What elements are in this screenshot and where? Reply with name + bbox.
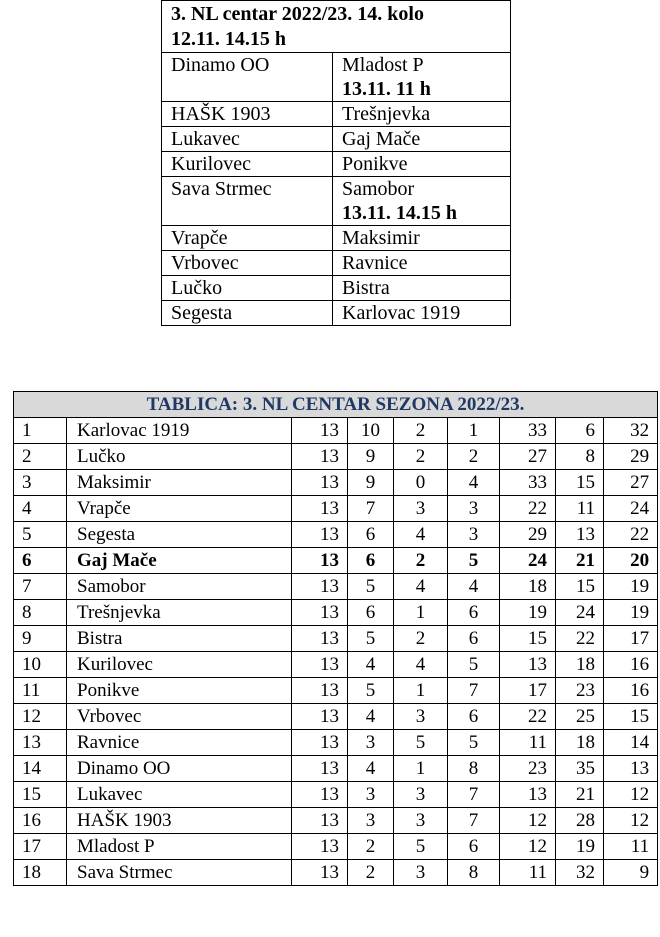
standings-cell-team: Gaj Mače xyxy=(67,548,292,574)
standings-cell-played: 13 xyxy=(292,860,348,886)
standings-cell-goals-for: 29 xyxy=(500,522,556,548)
standings-row xyxy=(14,418,658,444)
standings-row xyxy=(14,678,658,704)
standings-cell-points: 24 xyxy=(604,496,658,522)
fixtures-table xyxy=(161,0,511,326)
standings-cell-goals-against: 32 xyxy=(556,860,604,886)
standings-cell-losses: 7 xyxy=(448,808,500,834)
standings-row xyxy=(14,756,658,782)
standings-cell-goals-for: 12 xyxy=(500,808,556,834)
fixture-row xyxy=(162,177,511,226)
standings-cell-points: 20 xyxy=(604,548,658,574)
standings-cell-draws: 3 xyxy=(394,782,448,808)
standings-cell-wins: 4 xyxy=(348,652,394,678)
standings-cell-goals-against: 21 xyxy=(556,782,604,808)
standings-cell-wins: 3 xyxy=(348,730,394,756)
fixtures-header-row xyxy=(162,1,511,53)
fixture-row xyxy=(162,251,511,276)
standings-cell-played: 13 xyxy=(292,756,348,782)
standings-cell-draws: 0 xyxy=(394,470,448,496)
fixture-away-team: Trešnjevka xyxy=(342,103,431,125)
standings-cell-points: 15 xyxy=(604,704,658,730)
standings-row xyxy=(14,548,658,574)
standings-cell-team: Bistra xyxy=(67,626,292,652)
standings-cell-goals-against: 23 xyxy=(556,678,604,704)
standings-cell-position: 11 xyxy=(14,678,67,704)
standings-cell-wins: 7 xyxy=(348,496,394,522)
fixture-away-team: Samobor xyxy=(342,178,415,200)
standings-cell-draws: 3 xyxy=(394,808,448,834)
standings-cell-team: Mladost P xyxy=(67,834,292,860)
fixture-schedule-note: 13.11. 11 h xyxy=(342,78,431,100)
fixture-away-team: Ponikve xyxy=(342,153,408,175)
standings-cell-wins: 2 xyxy=(348,834,394,860)
standings-cell-goals-against: 18 xyxy=(556,730,604,756)
standings-cell-goals-against: 15 xyxy=(556,470,604,496)
fixture-row xyxy=(162,226,511,251)
standings-cell-played: 13 xyxy=(292,522,348,548)
standings-cell-position: 3 xyxy=(14,470,67,496)
fixture-home-team: Vrbovec xyxy=(162,251,333,276)
standings-cell-goals-for: 13 xyxy=(500,652,556,678)
standings-cell-played: 13 xyxy=(292,574,348,600)
standings-cell-position: 6 xyxy=(14,548,67,574)
standings-cell-played: 13 xyxy=(292,444,348,470)
standings-cell-position: 5 xyxy=(14,522,67,548)
standings-cell-goals-for: 13 xyxy=(500,782,556,808)
standings-row xyxy=(14,834,658,860)
standings-cell-goals-for: 22 xyxy=(500,496,556,522)
fixture-away-cell xyxy=(333,301,511,326)
standings-cell-points: 12 xyxy=(604,808,658,834)
standings-cell-points: 27 xyxy=(604,470,658,496)
standings-cell-played: 13 xyxy=(292,600,348,626)
fixture-away-cell xyxy=(333,127,511,152)
standings-cell-played: 13 xyxy=(292,496,348,522)
standings-cell-team: Lučko xyxy=(67,444,292,470)
standings-cell-draws: 1 xyxy=(394,678,448,704)
standings-cell-losses: 6 xyxy=(448,704,500,730)
standings-row xyxy=(14,808,658,834)
standings-cell-draws: 1 xyxy=(394,600,448,626)
fixture-row xyxy=(162,276,511,301)
fixture-away-team: Mladost P xyxy=(342,54,424,76)
standings-cell-goals-against: 21 xyxy=(556,548,604,574)
standings-cell-goals-against: 19 xyxy=(556,834,604,860)
standings-cell-team: Trešnjevka xyxy=(67,600,292,626)
standings-cell-played: 13 xyxy=(292,808,348,834)
standings-cell-losses: 7 xyxy=(448,782,500,808)
standings-cell-draws: 1 xyxy=(394,756,448,782)
standings-cell-points: 11 xyxy=(604,834,658,860)
standings-cell-wins: 3 xyxy=(348,782,394,808)
standings-cell-wins: 2 xyxy=(348,860,394,886)
standings-cell-played: 13 xyxy=(292,652,348,678)
standings-cell-wins: 3 xyxy=(348,808,394,834)
standings-cell-position: 18 xyxy=(14,860,67,886)
standings-cell-position: 7 xyxy=(14,574,67,600)
standings-cell-position: 1 xyxy=(14,418,67,444)
standings-cell-played: 13 xyxy=(292,418,348,444)
standings-cell-goals-for: 18 xyxy=(500,574,556,600)
standings-cell-points: 16 xyxy=(604,652,658,678)
standings-cell-position: 12 xyxy=(14,704,67,730)
standings-cell-points: 22 xyxy=(604,522,658,548)
standings-cell-team: Lukavec xyxy=(67,782,292,808)
standings-cell-goals-for: 17 xyxy=(500,678,556,704)
standings-cell-points: 9 xyxy=(604,860,658,886)
standings-cell-draws: 2 xyxy=(394,548,448,574)
fixture-home-team: Dinamo OO xyxy=(162,53,333,102)
standings-cell-draws: 4 xyxy=(394,652,448,678)
standings-cell-points: 16 xyxy=(604,678,658,704)
standings-cell-losses: 4 xyxy=(448,574,500,600)
standings-cell-goals-for: 33 xyxy=(500,418,556,444)
standings-cell-wins: 9 xyxy=(348,470,394,496)
standings-cell-wins: 6 xyxy=(348,600,394,626)
standings-cell-position: 15 xyxy=(14,782,67,808)
standings-cell-wins: 4 xyxy=(348,756,394,782)
standings-row xyxy=(14,652,658,678)
fixture-away-team: Gaj Mače xyxy=(342,128,421,150)
standings-row xyxy=(14,574,658,600)
standings-cell-team: Ponikve xyxy=(67,678,292,704)
standings-cell-played: 13 xyxy=(292,834,348,860)
standings-cell-goals-for: 11 xyxy=(500,730,556,756)
fixture-away-team: Bistra xyxy=(342,277,390,299)
standings-row xyxy=(14,600,658,626)
standings-cell-losses: 3 xyxy=(448,496,500,522)
standings-cell-team: Dinamo OO xyxy=(67,756,292,782)
fixture-schedule-note: 13.11. 14.15 h xyxy=(342,202,458,224)
standings-cell-wins: 5 xyxy=(348,574,394,600)
standings-cell-position: 10 xyxy=(14,652,67,678)
standings-cell-goals-against: 18 xyxy=(556,652,604,678)
standings-cell-team: Ravnice xyxy=(67,730,292,756)
standings-cell-goals-against: 15 xyxy=(556,574,604,600)
fixture-row xyxy=(162,53,511,102)
standings-cell-goals-against: 24 xyxy=(556,600,604,626)
standings-cell-goals-for: 11 xyxy=(500,860,556,886)
standings-cell-points: 19 xyxy=(604,574,658,600)
standings-cell-points: 14 xyxy=(604,730,658,756)
standings-cell-wins: 5 xyxy=(348,678,394,704)
standings-cell-goals-for: 27 xyxy=(500,444,556,470)
standings-cell-position: 9 xyxy=(14,626,67,652)
standings-cell-wins: 6 xyxy=(348,548,394,574)
standings-cell-wins: 10 xyxy=(348,418,394,444)
fixture-home-team: Kurilovec xyxy=(162,152,333,177)
standings-cell-position: 14 xyxy=(14,756,67,782)
fixture-row xyxy=(162,102,511,127)
standings-title-row xyxy=(14,392,658,418)
standings-cell-draws: 2 xyxy=(394,626,448,652)
standings-cell-goals-for: 19 xyxy=(500,600,556,626)
standings-cell-goals-against: 11 xyxy=(556,496,604,522)
standings-cell-points: 13 xyxy=(604,756,658,782)
standings-cell-losses: 5 xyxy=(448,652,500,678)
standings-cell-position: 13 xyxy=(14,730,67,756)
standings-cell-position: 4 xyxy=(14,496,67,522)
standings-cell-goals-against: 22 xyxy=(556,626,604,652)
standings-cell-points: 17 xyxy=(604,626,658,652)
standings-cell-draws: 3 xyxy=(394,496,448,522)
fixture-home-team: Segesta xyxy=(162,301,333,326)
standings-cell-played: 13 xyxy=(292,730,348,756)
standings-cell-goals-against: 35 xyxy=(556,756,604,782)
fixture-row xyxy=(162,301,511,326)
standings-cell-losses: 1 xyxy=(448,418,500,444)
standings-cell-goals-against: 6 xyxy=(556,418,604,444)
standings-row xyxy=(14,444,658,470)
standings-cell-goals-against: 8 xyxy=(556,444,604,470)
standings-cell-losses: 6 xyxy=(448,600,500,626)
standings-cell-position: 2 xyxy=(14,444,67,470)
fixture-home-team: Lučko xyxy=(162,276,333,301)
standings-cell-position: 17 xyxy=(14,834,67,860)
fixture-away-cell xyxy=(333,102,511,127)
standings-cell-played: 13 xyxy=(292,782,348,808)
fixture-home-team: HAŠK 1903 xyxy=(162,102,333,127)
standings-cell-losses: 5 xyxy=(448,548,500,574)
standings-cell-draws: 3 xyxy=(394,860,448,886)
fixture-home-team: Vrapče xyxy=(162,226,333,251)
standings-cell-goals-against: 13 xyxy=(556,522,604,548)
standings-table xyxy=(13,391,658,886)
standings-cell-draws: 2 xyxy=(394,418,448,444)
fixture-away-cell xyxy=(333,226,511,251)
fixture-row xyxy=(162,127,511,152)
standings-cell-draws: 2 xyxy=(394,444,448,470)
standings-cell-points: 12 xyxy=(604,782,658,808)
fixture-away-cell xyxy=(333,152,511,177)
standings-cell-points: 29 xyxy=(604,444,658,470)
standings-row xyxy=(14,496,658,522)
standings-cell-goals-for: 22 xyxy=(500,704,556,730)
fixture-row xyxy=(162,152,511,177)
standings-row xyxy=(14,730,658,756)
standings-title: TABLICA: 3. NL CENTAR SEZONA 2022/23. xyxy=(14,392,658,418)
fixture-home-team: Sava Strmec xyxy=(162,177,333,226)
fixture-home-team: Lukavec xyxy=(162,127,333,152)
standings-cell-team: Vrbovec xyxy=(67,704,292,730)
standings-cell-wins: 5 xyxy=(348,626,394,652)
standings-cell-team: HAŠK 1903 xyxy=(67,808,292,834)
standings-cell-losses: 2 xyxy=(448,444,500,470)
standings-cell-played: 13 xyxy=(292,626,348,652)
standings-cell-team: Samobor xyxy=(67,574,292,600)
standings-cell-goals-for: 23 xyxy=(500,756,556,782)
standings-cell-losses: 4 xyxy=(448,470,500,496)
fixture-away-team: Maksimir xyxy=(342,227,420,249)
standings-cell-team: Sava Strmec xyxy=(67,860,292,886)
standings-cell-goals-against: 25 xyxy=(556,704,604,730)
standings-cell-played: 13 xyxy=(292,470,348,496)
fixture-away-cell xyxy=(333,276,511,301)
standings-row xyxy=(14,704,658,730)
fixture-away-cell xyxy=(333,53,511,102)
standings-cell-goals-for: 24 xyxy=(500,548,556,574)
standings-row xyxy=(14,782,658,808)
fixtures-datetime: 12.11. 14.15 h xyxy=(171,28,287,50)
standings-cell-team: Vrapče xyxy=(67,496,292,522)
standings-cell-losses: 6 xyxy=(448,834,500,860)
standings-cell-points: 32 xyxy=(604,418,658,444)
standings-cell-losses: 6 xyxy=(448,626,500,652)
standings-cell-points: 19 xyxy=(604,600,658,626)
standings-cell-team: Segesta xyxy=(67,522,292,548)
fixtures-header xyxy=(162,1,511,53)
standings-cell-losses: 8 xyxy=(448,756,500,782)
standings-cell-draws: 3 xyxy=(394,704,448,730)
standings-cell-played: 13 xyxy=(292,704,348,730)
standings-cell-draws: 4 xyxy=(394,574,448,600)
fixtures-title: 3. NL centar 2022/23. 14. kolo xyxy=(171,3,424,25)
standings-cell-draws: 5 xyxy=(394,834,448,860)
standings-cell-goals-for: 33 xyxy=(500,470,556,496)
standings-cell-played: 13 xyxy=(292,678,348,704)
standings-cell-wins: 9 xyxy=(348,444,394,470)
standings-row xyxy=(14,860,658,886)
standings-cell-losses: 3 xyxy=(448,522,500,548)
fixture-away-cell xyxy=(333,177,511,226)
standings-cell-losses: 5 xyxy=(448,730,500,756)
standings-cell-goals-for: 15 xyxy=(500,626,556,652)
fixture-away-team: Ravnice xyxy=(342,252,408,274)
standings-cell-team: Maksimir xyxy=(67,470,292,496)
standings-row xyxy=(14,470,658,496)
fixture-away-team: Karlovac 1919 xyxy=(342,302,461,324)
standings-cell-position: 8 xyxy=(14,600,67,626)
standings-cell-goals-against: 28 xyxy=(556,808,604,834)
standings-cell-losses: 8 xyxy=(448,860,500,886)
standings-row xyxy=(14,522,658,548)
standings-cell-played: 13 xyxy=(292,548,348,574)
standings-cell-team: Karlovac 1919 xyxy=(67,418,292,444)
standings-row xyxy=(14,626,658,652)
standings-cell-position: 16 xyxy=(14,808,67,834)
standings-cell-draws: 4 xyxy=(394,522,448,548)
standings-cell-wins: 4 xyxy=(348,704,394,730)
fixture-away-cell xyxy=(333,251,511,276)
standings-cell-goals-for: 12 xyxy=(500,834,556,860)
standings-cell-team: Kurilovec xyxy=(67,652,292,678)
standings-cell-wins: 6 xyxy=(348,522,394,548)
standings-cell-losses: 7 xyxy=(448,678,500,704)
standings-cell-draws: 5 xyxy=(394,730,448,756)
